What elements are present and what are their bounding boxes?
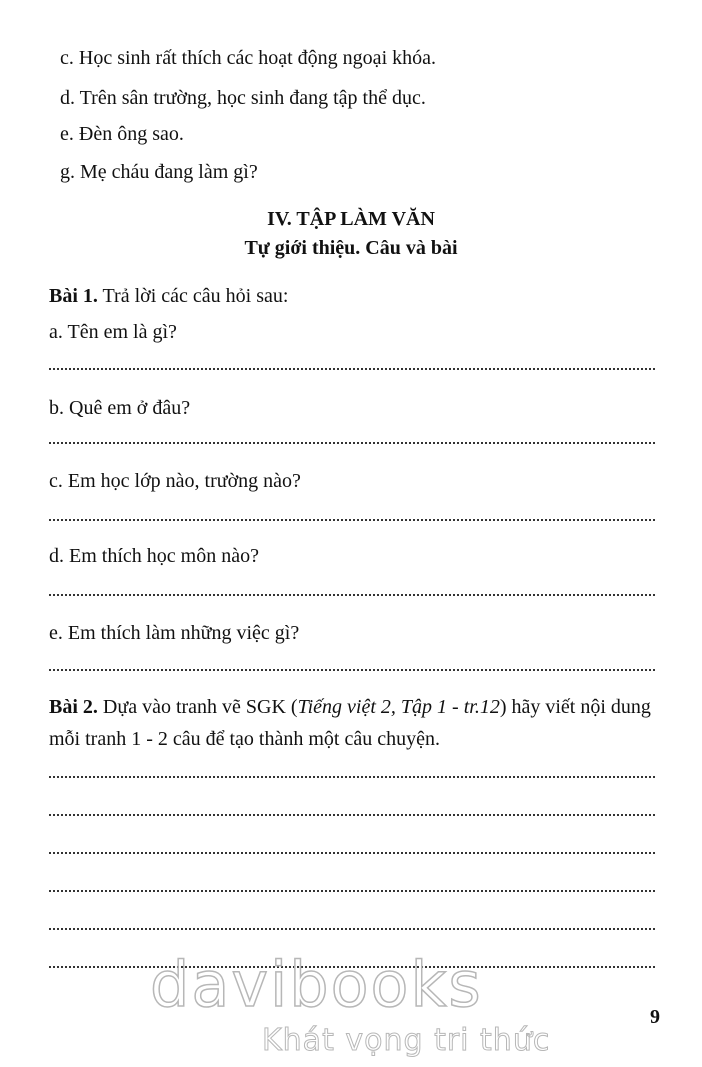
bai2-text-before: Dựa vào tranh vẽ SGK (	[97, 696, 298, 718]
page-number: 9	[650, 1006, 660, 1028]
exercise-item-d: d. Trên sân trường, học sinh đang tập thể dục.	[60, 87, 426, 109]
bai2-paragraph	[49, 691, 664, 755]
writing-line-5[interactable]	[49, 928, 655, 930]
question-a: a. Tên em là gì?	[49, 321, 177, 343]
section-heading: IV. TẬP LÀM VĂN	[267, 208, 435, 230]
answer-line-c[interactable]	[49, 519, 655, 521]
answer-line-a[interactable]	[49, 368, 655, 370]
bai1-prompt: Trả lời các câu hỏi sau:	[97, 285, 289, 307]
exercise-item-g: g. Mẹ cháu đang làm gì?	[60, 161, 258, 183]
watermark-tagline: Khát vọng tri thức	[262, 1023, 551, 1058]
answer-line-d[interactable]	[49, 594, 655, 596]
writing-line-2[interactable]	[49, 814, 655, 816]
question-d: d. Em thích học môn nào?	[49, 545, 259, 567]
writing-line-4[interactable]	[49, 890, 655, 892]
bai2-label: Bài 2.	[49, 696, 98, 718]
writing-line-1[interactable]	[49, 776, 655, 778]
bai1-title	[49, 284, 288, 308]
watermark-brand: davibooks	[150, 948, 483, 1021]
writing-line-3[interactable]	[49, 852, 655, 854]
answer-line-e[interactable]	[49, 669, 655, 671]
exercise-item-c: c. Học sinh rất thích các hoạt động ngoại khóa.	[60, 47, 436, 69]
bai1-label: Bài 1.	[49, 285, 98, 307]
bai2-text-after: ) hãy viết nội dung mỗi tranh 1 - 2 câu để tạo thành một câu chuyện.	[49, 696, 651, 750]
question-e: e. Em thích làm những việc gì?	[49, 622, 300, 644]
question-c: c. Em học lớp nào, trường nào?	[49, 470, 301, 492]
bai2-book-ref: Tiếng việt 2, Tập 1 - tr.12	[297, 696, 500, 718]
question-b: b. Quê em ở đâu?	[49, 397, 191, 419]
exercise-item-e: e. Đèn ông sao.	[60, 123, 184, 145]
section-subheading: Tự giới thiệu. Câu và bài	[244, 237, 458, 259]
answer-line-b[interactable]	[49, 442, 655, 444]
